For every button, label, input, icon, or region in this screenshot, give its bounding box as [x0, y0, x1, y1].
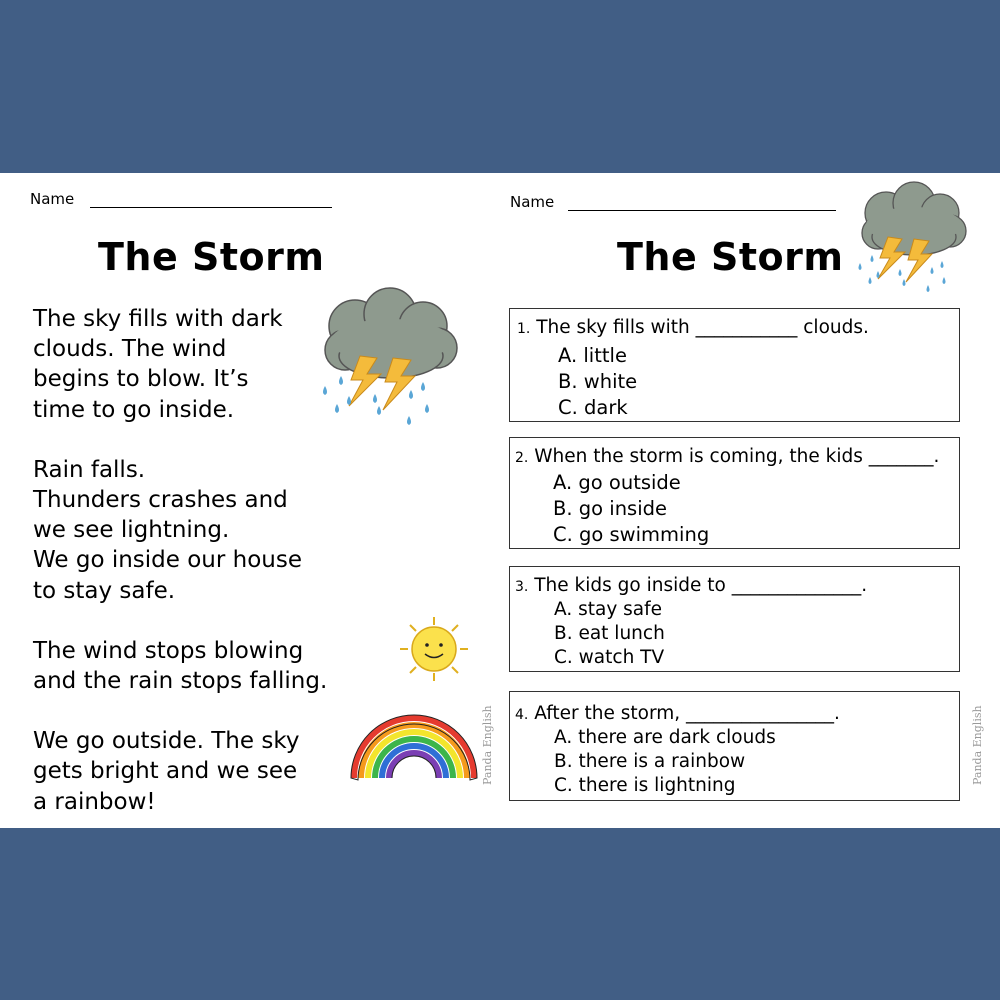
question-box-2: [509, 437, 960, 549]
left-watermark: Panda English: [481, 705, 494, 785]
question-box-1: [509, 308, 960, 422]
story-line: The sky fills with dark: [33, 306, 283, 332]
story-line: we see lightning.: [33, 517, 230, 544]
left-name-label: Name: [30, 190, 75, 208]
question-number: 1.: [517, 321, 531, 337]
answer-option-b: B. eat lunch: [554, 623, 665, 644]
question-prompt: The kids go inside to ______________.: [528, 575, 868, 596]
answer-option-c: C. watch TV: [554, 647, 665, 668]
question-number: 3.: [515, 579, 529, 595]
rainbow-icon: [348, 698, 480, 788]
story-text: [33, 304, 327, 817]
answer-option-a: A. there are dark clouds: [554, 727, 776, 748]
question-box-3: [509, 566, 960, 672]
question-prompt: When the storm is coming, the kids _______.: [528, 446, 940, 467]
question-text: [517, 317, 869, 338]
story-line: Thunders crashes and: [33, 487, 288, 514]
answer-option-b: B. white: [558, 370, 638, 393]
left-name-line: [90, 207, 332, 208]
story-line: The wind stops blowing: [33, 637, 304, 664]
story-line: We go inside our house: [33, 547, 303, 574]
right-name-line: [568, 210, 836, 211]
answer-option-b: B. there is a rainbow: [554, 751, 746, 772]
question-number: 2.: [515, 450, 529, 466]
left-title: The Storm: [98, 235, 325, 279]
storm-cloud-icon: [315, 286, 465, 428]
story-line: begins to blow. It’s: [33, 366, 249, 393]
question-prompt: After the storm, ________________.: [528, 703, 840, 724]
right-watermark: Panda English: [971, 705, 984, 785]
sun-icon: [398, 615, 470, 683]
question-prompt: The sky fills with ___________ clouds.: [530, 317, 869, 338]
question-box-4: [509, 691, 960, 801]
right-title: The Storm: [617, 235, 844, 279]
answer-option-a: A. little: [558, 344, 627, 367]
story-line: clouds. The wind: [33, 336, 227, 363]
question-text: [515, 703, 840, 724]
story-line: to stay safe.: [33, 577, 176, 604]
story-line: and the rain stops falling.: [33, 668, 328, 695]
story-line: a rainbow!: [33, 788, 156, 815]
right-name-label: Name: [510, 193, 555, 211]
answer-option-c: C. dark: [558, 396, 628, 419]
worksheet: [0, 173, 1000, 828]
storm-cloud-icon: [852, 181, 970, 297]
question-text: [515, 446, 939, 467]
story-line: Rain falls.: [33, 456, 146, 483]
story-line: time to go inside.: [33, 396, 235, 423]
answer-option-a: A. go outside: [553, 471, 681, 494]
question-number: 4.: [515, 707, 529, 723]
question-text: [515, 575, 867, 596]
answer-option-a: A. stay safe: [554, 599, 663, 620]
story-line: We go outside. The sky: [33, 728, 300, 755]
story-line: gets bright and we see: [33, 758, 298, 785]
answer-option-c: C. go swimming: [553, 523, 710, 546]
answer-option-c: C. there is lightning: [554, 775, 736, 796]
answer-option-b: B. go inside: [553, 497, 668, 520]
